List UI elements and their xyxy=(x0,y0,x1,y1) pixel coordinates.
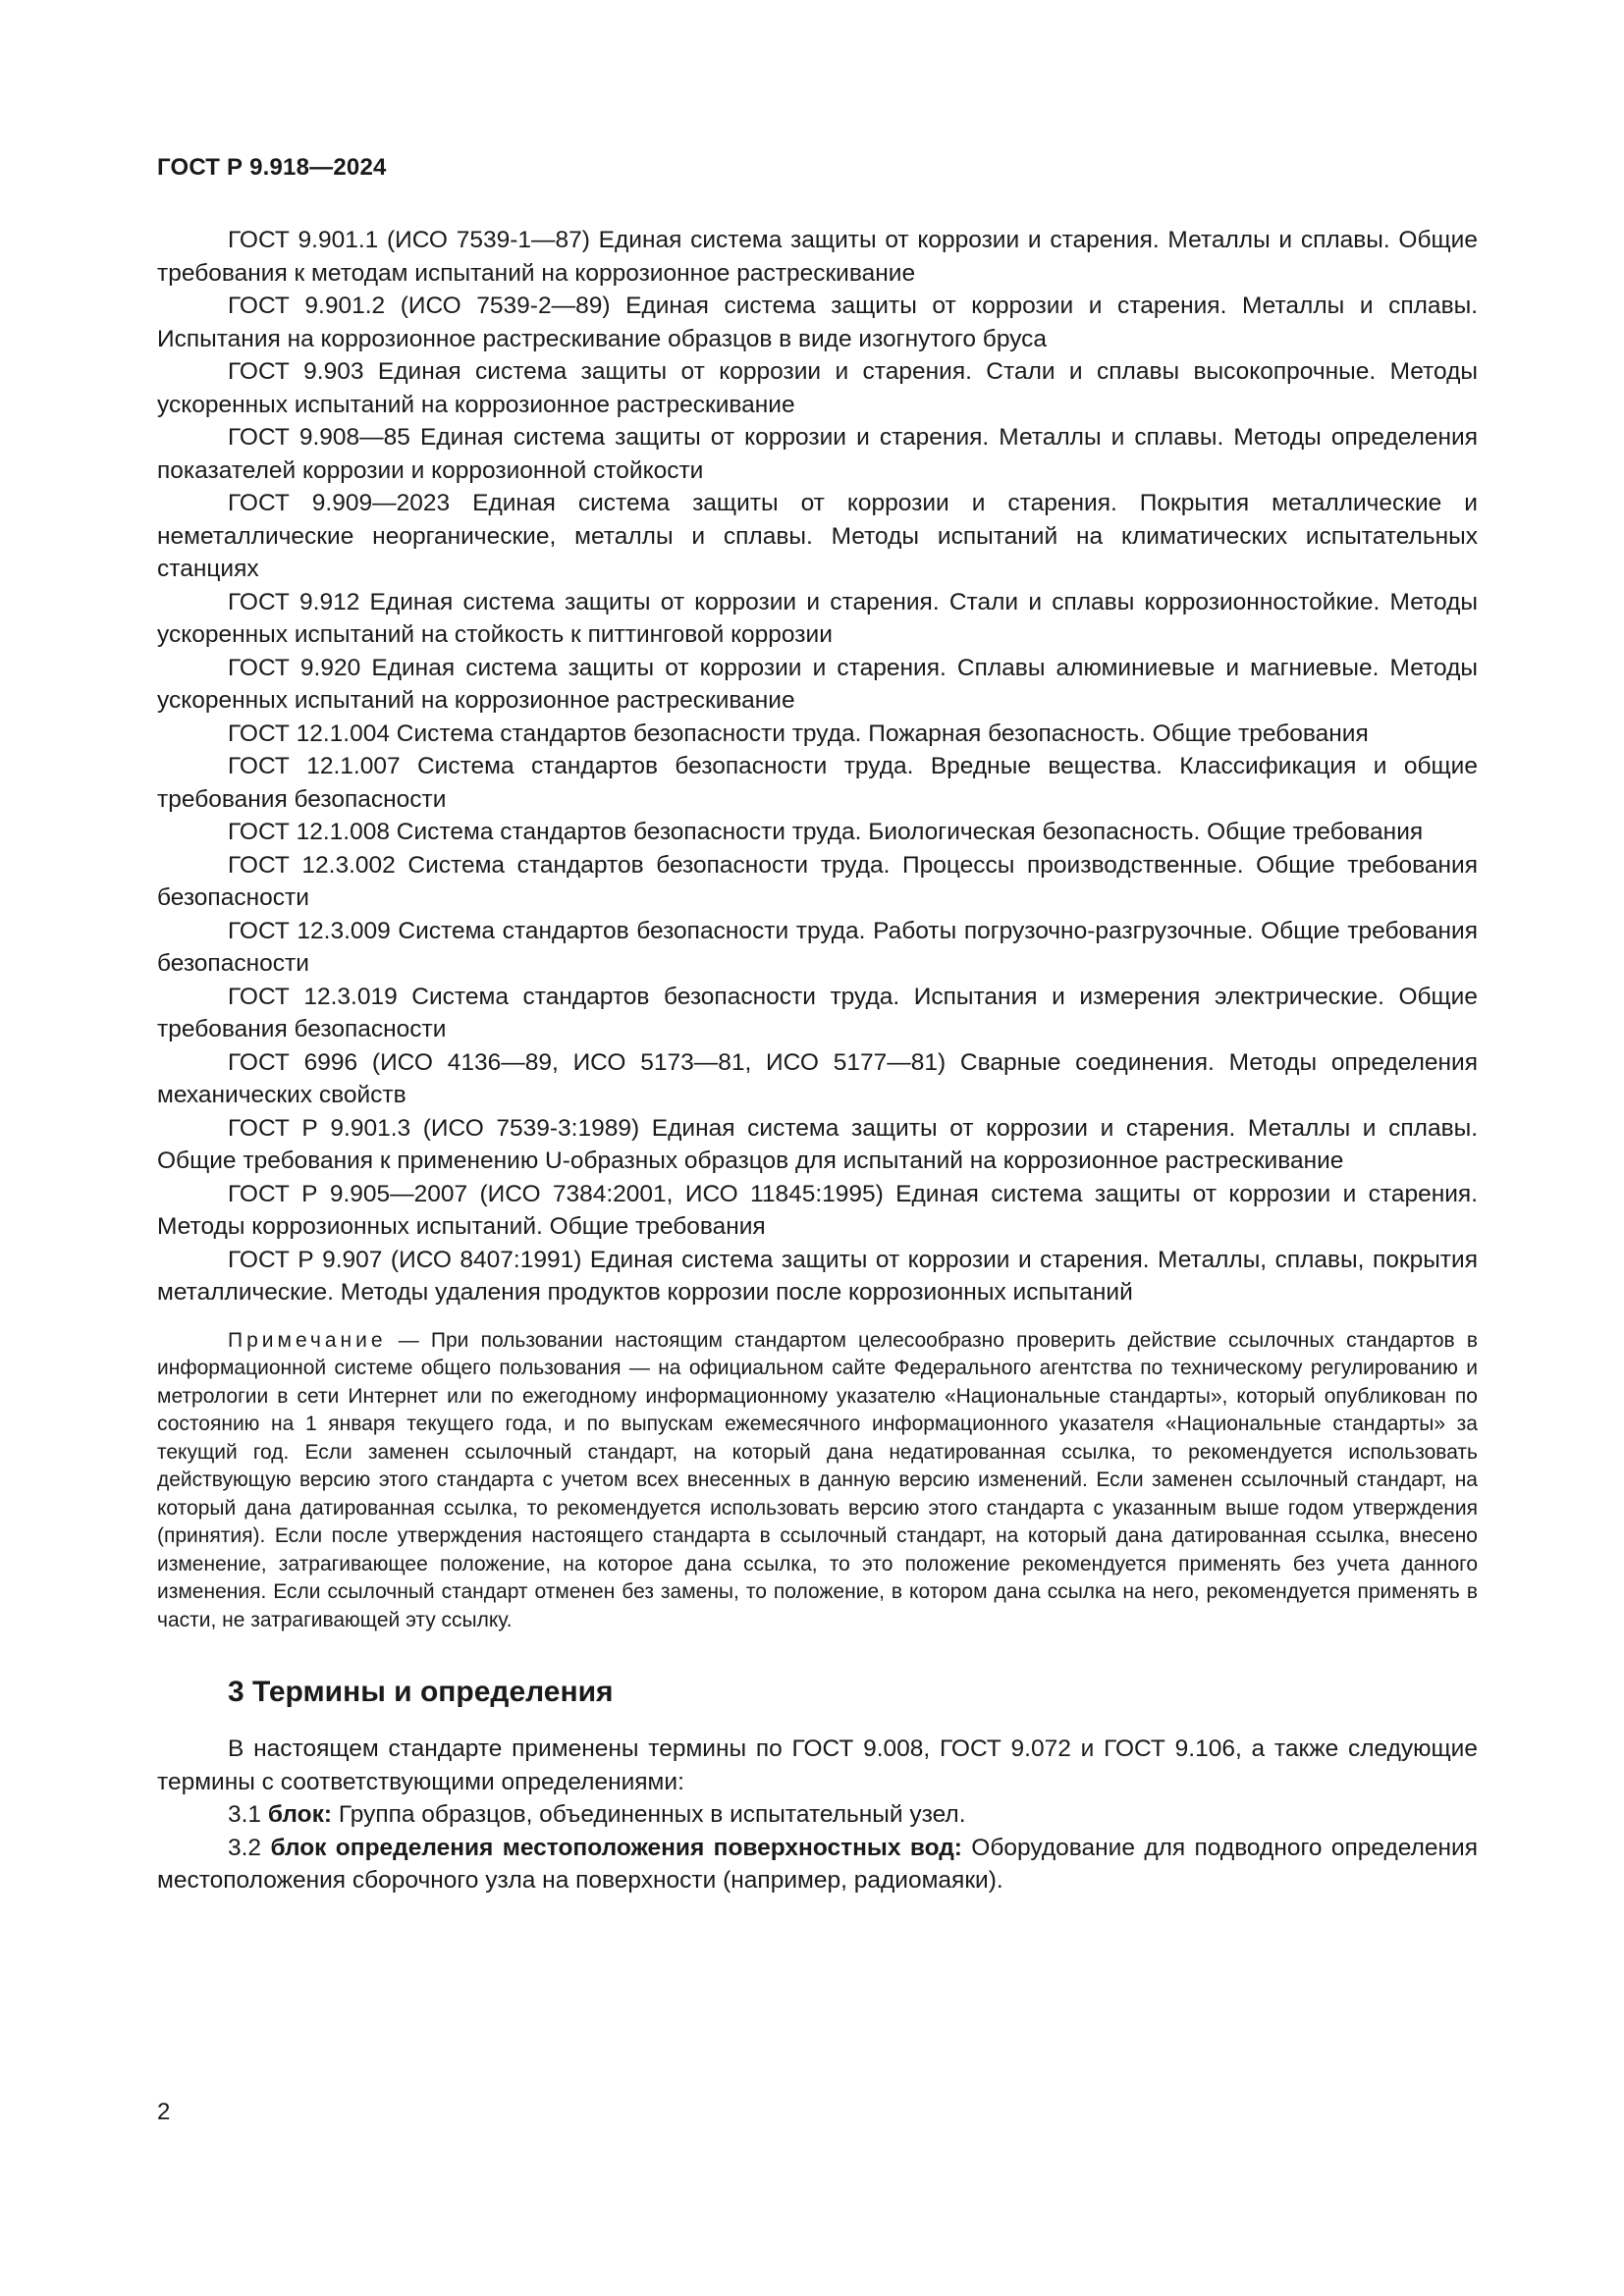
reference-item: ГОСТ 12.3.002 Система стандартов безопасности труда. Процессы производственные. Общие требования безопасности xyxy=(157,851,1478,911)
document-code-header: ГОСТ Р 9.918—2024 xyxy=(157,154,387,181)
reference-item: ГОСТ 9.909—2023 Единая система защиты от коррозии и старения. Покрытия металлические и неметаллические неорганические, металлы и сплавы. Методы испытаний на климатических испытательных станциях xyxy=(157,490,1478,582)
reference-item: ГОСТ 9.920 Единая система защиты от коррозии и старения. Сплавы алюминиевые и магниевые. Методы ускоренных испытаний на коррозионное растрескивание xyxy=(157,654,1478,714)
reference-item: ГОСТ 9.908—85 Единая система защиты от коррозии и старения. Металлы и сплавы. Методы определения показателей коррозии и коррозионной стойкости xyxy=(157,424,1478,484)
term-name: блок определения местоположения поверхностных вод: xyxy=(270,1834,962,1861)
term-number: 3.1 xyxy=(228,1801,268,1828)
reference-item: ГОСТ Р 9.901.3 (ИСО 7539-3:1989) Единая система защиты от коррозии и старения. Металлы и сплавы. Общие требования к применению U-образных образцов для испытаний на коррозионное растрескивание xyxy=(157,1114,1478,1174)
reference-item: ГОСТ 9.912 Единая система защиты от коррозии и старения. Стали и сплавы коррозионностойкие. Методы ускоренных испытаний на стойкость к питтинговой коррозии xyxy=(157,588,1478,648)
term-text: Оборудование для подводного определения местоположения сборочного узла на поверхности (например, радиомаяки). xyxy=(157,1834,1478,1894)
reference-item: ГОСТ 12.3.019 Система стандартов безопасности труда. Испытания и измерения электрические. Общие требования безопасности xyxy=(157,983,1478,1042)
reference-item: ГОСТ Р 9.907 (ИСО 8407:1991) Единая система защиты от коррозии и старения. Металлы, сплавы, покрытия металлические. Методы удаления продуктов коррозии после коррозионных испытаний xyxy=(157,1246,1478,1306)
reference-item: ГОСТ 9.901.1 (ИСО 7539-1—87) Единая система защиты от коррозии и старения. Металлы и сплавы. Общие требования к методам испытаний на коррозионное растрескивание xyxy=(157,227,1478,287)
term-text: Группа образцов, объединенных в испытательный узел. xyxy=(332,1801,966,1828)
note-label: Примечание xyxy=(228,1328,387,1352)
reference-item: ГОСТ 12.1.007 Система стандартов безопасности труда. Вредные вещества. Классификация и общие требования безопасности xyxy=(157,753,1478,813)
term-definition xyxy=(157,1798,1478,1832)
note-paragraph xyxy=(157,1327,1478,1635)
references-list xyxy=(157,224,1478,1309)
reference-item: ГОСТ 9.901.2 (ИСО 7539-2—89) Единая система защиты от коррозии и старения. Металлы и сплавы. Испытания на коррозионное растрескивание образцов в виде изогнутого бруса xyxy=(157,293,1478,352)
reference-item: ГОСТ 12.1.008 Система стандартов безопасности труда. Биологическая безопасность. Общие требования xyxy=(228,819,1424,845)
page-number: 2 xyxy=(157,2099,171,2125)
reference-item: ГОСТ 12.1.004 Система стандартов безопасности труда. Пожарная безопасность. Общие требования xyxy=(228,720,1369,747)
note-text: — При пользовании настоящим стандартом целесообразно проверить действие ссылочных стандартов в информационной системе общего пользования — на официальном сайте Федерального агентства по техническому регулированию и метрологии в сети Интернет или по ежегодному информационному указателю «Национальные стандарты», который опубликован по состоянию на 1 января текущего года, и по выпускам ежемесячного информационного указателя «Национальные стандарты» за текущий год. Если заменен ссылочный стандарт, на который дана недатированная ссылка, то рекомендуется использовать действующую версию этого стандарта с учетом всех внесенных в данную версию изменений. Если заменен ссылочный стандарт, на который дана датированная ссылка, то рекомендуется использовать версию этого стандарта с указанным выше годом утверждения (принятия). Если после утверждения настоящего стандарта в ссылочный стандарт, на который дана датированная ссылка, внесено изменение, затрагивающее положение, на которое дана ссылка, то это положение рекомендуется применять без учета данного изменения. Если ссылочный стандарт отменен без замены, то положение, в котором дана ссылка на него, рекомендуется применять в части, не затрагивающей эту ссылку. xyxy=(157,1328,1478,1631)
reference-item: ГОСТ 9.903 Единая система защиты от коррозии и старения. Стали и сплавы высокопрочные. Методы ускоренных испытаний на коррозионное растрескивание xyxy=(157,358,1478,418)
term-number: 3.2 xyxy=(228,1834,271,1861)
reference-item: ГОСТ Р 9.905—2007 (ИСО 7384:2001, ИСО 11845:1995) Единая система защиты от коррозии и старения. Методы коррозионных испытаний. Общие требования xyxy=(157,1180,1478,1240)
section-title: 3 Термины и определения xyxy=(228,1676,614,1708)
reference-item: ГОСТ 6996 (ИСО 4136—89, ИСО 5173—81, ИСО 5177—81) Сварные соединения. Методы определения механических свойств xyxy=(157,1048,1478,1108)
page-content xyxy=(157,224,1478,1897)
section-intro: В настоящем стандарте применены термины по ГОСТ 9.008, ГОСТ 9.072 и ГОСТ 9.106, а также следующие термины с соответствующими определениями: xyxy=(157,1735,1478,1795)
term-name: блок: xyxy=(267,1801,333,1828)
reference-item: ГОСТ 12.3.009 Система стандартов безопасности труда. Работы погрузочно-разгрузочные. Общие требования безопасности xyxy=(157,917,1478,977)
term-definition xyxy=(157,1832,1478,1897)
